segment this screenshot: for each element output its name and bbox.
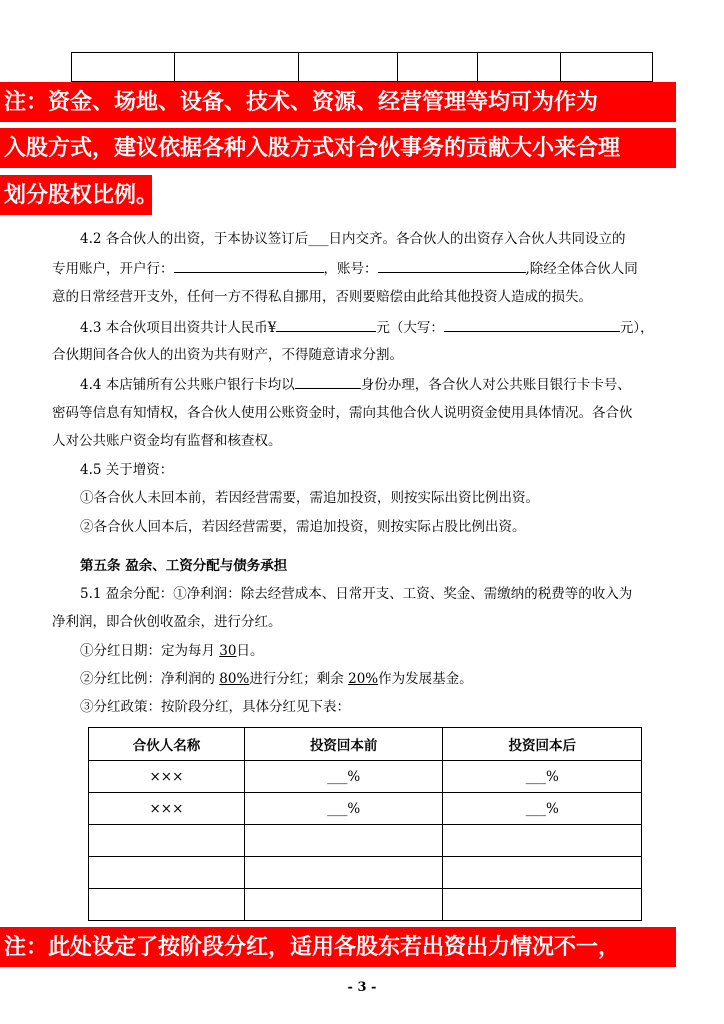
dividend-day-value: 30 <box>219 643 237 659</box>
table-row <box>89 857 642 889</box>
clause-4-2-line-2 <box>52 259 638 278</box>
clause-4-4-line-2: 密码等信息有知情权，各合伙人使用公账资金时，需向其他合伙人说明资金使用具体情况。各合伙 <box>52 405 633 421</box>
table-row <box>89 793 642 825</box>
clause-4-2-line-3: 意的日常经营开支外，任何一方不得私自挪用，否则要赔偿由此给其他投资人造成的损失。 <box>52 289 592 305</box>
dividend-ratio-label: ②分红比例：净利润的 <box>80 671 220 687</box>
dividend-ratio <box>80 670 473 688</box>
amount-label: 4.3 本合伙项目出资共计人民币¥ <box>80 320 277 336</box>
account-label: ，账号： <box>323 261 378 277</box>
partner-name-cell <box>89 825 245 857</box>
development-fund-value: 20% <box>348 671 379 687</box>
card-holder-label: 4.4 本店铺所有公共账户银行卡均以 <box>80 377 295 393</box>
table-row <box>72 53 653 82</box>
header-before-payback: 投资回本前 <box>244 728 443 761</box>
note-banner-bottom: 注：此处设定了按阶段分红，适用各股东若出资出力情况不一， <box>0 927 676 967</box>
clause-4-4-line-3: 人对公共账户资金均有监督和核查权。 <box>52 433 282 449</box>
clause-4-5-item-1: ①各合伙人未回本前，若因经营需要，需追加投资，则按实际出资比例出资。 <box>80 490 539 506</box>
partner-name-cell: ××× <box>89 761 245 793</box>
amount-blank <box>276 318 376 332</box>
clause-4-4-text: 身份办理，各合伙人对公共账目银行卡卡号、 <box>360 377 631 393</box>
dividend-date-end: 日。 <box>236 643 264 659</box>
partner-name-cell: ××× <box>89 793 245 825</box>
after-payback-cell: ___% <box>443 761 642 793</box>
amount-words-label: 元（大写： <box>376 320 444 336</box>
header-after-payback: 投资回本后 <box>443 728 642 761</box>
note-banner-line-3: 划分股权比例。 <box>0 175 152 215</box>
before-payback-cell: ___% <box>244 793 443 825</box>
table-cell <box>397 53 477 82</box>
partner-name-cell <box>89 889 245 921</box>
table-cell <box>299 53 397 82</box>
amount-words-blank <box>444 318 620 332</box>
table-cell <box>72 53 175 82</box>
after-payback-cell <box>443 857 642 889</box>
account-blank <box>378 259 526 273</box>
table-row <box>89 889 642 921</box>
clause-5-1-line-1: 5.1 盈余分配：①净利润：除去经营成本、日常开支、工资、奖金、需缴纳的税费等的收入为 <box>80 586 633 602</box>
dividend-ratio-mid: 进行分红；剩余 <box>249 671 349 687</box>
clause-4-5-title: 4.5 关于增资： <box>80 462 174 478</box>
after-payback-cell <box>443 889 642 921</box>
bank-label: 专用账户，开户行： <box>52 261 174 277</box>
amount-end: 元）， <box>619 320 654 336</box>
dividend-date-label: ①分红日期：定为每月 <box>80 643 220 659</box>
dividend-policy: ③分红政策：按阶段分红，具体分红见下表： <box>80 699 350 715</box>
clause-4-5-item-2: ②各合伙人回本后，若因经营需要，需追加投资，则按实际占股比例出资。 <box>80 519 526 535</box>
clause-4-3-line-1 <box>80 318 654 337</box>
card-holder-blank <box>295 375 361 389</box>
before-payback-cell <box>244 889 443 921</box>
after-payback-cell: ___% <box>443 793 642 825</box>
clause-4-3-line-2: 合伙期间各合伙人的出资为共有财产，不得随意请求分割。 <box>52 347 403 363</box>
note-banner-line-1: 注：资金、场地、设备、技术、资源、经营管理等均可为作为 <box>0 82 676 122</box>
header-partner-name: 合伙人名称 <box>89 728 245 761</box>
dividend-ratio-end: 作为发展基金。 <box>378 671 473 687</box>
clause-5-1-line-2: 净利润，即合伙创收盈余，进行分红。 <box>52 614 282 630</box>
table-row <box>89 761 642 793</box>
table-row <box>89 825 642 857</box>
clause-4-2-text: ,除经全体合伙人同 <box>525 261 638 277</box>
clause-4-2-line-1: 4.2 各合伙人的出资，于本协议签订后___日内交齐。各合伙人的出资存入合伙人共同设立的 <box>80 231 626 247</box>
dividend-date <box>80 642 263 660</box>
table-header-row <box>89 728 642 761</box>
dividend-table <box>88 727 642 921</box>
before-payback-cell <box>244 857 443 889</box>
top-table <box>71 52 653 82</box>
after-payback-cell <box>443 825 642 857</box>
partner-name-cell <box>89 857 245 889</box>
dividend-ratio-value: 80% <box>219 671 250 687</box>
table-cell <box>478 53 560 82</box>
clause-4-4-line-1 <box>80 375 631 394</box>
page-number: - 3 - <box>347 980 377 995</box>
table-cell <box>175 53 299 82</box>
before-payback-cell: ___% <box>244 761 443 793</box>
before-payback-cell <box>244 825 443 857</box>
table-cell <box>560 53 652 82</box>
bank-blank <box>174 259 324 273</box>
note-banner-line-2: 入股方式，建议依据各种入股方式对合伙事务的贡献大小来合理 <box>0 128 676 168</box>
section-5-heading: 第五条 盈余、工资分配与债务承担 <box>80 558 288 574</box>
